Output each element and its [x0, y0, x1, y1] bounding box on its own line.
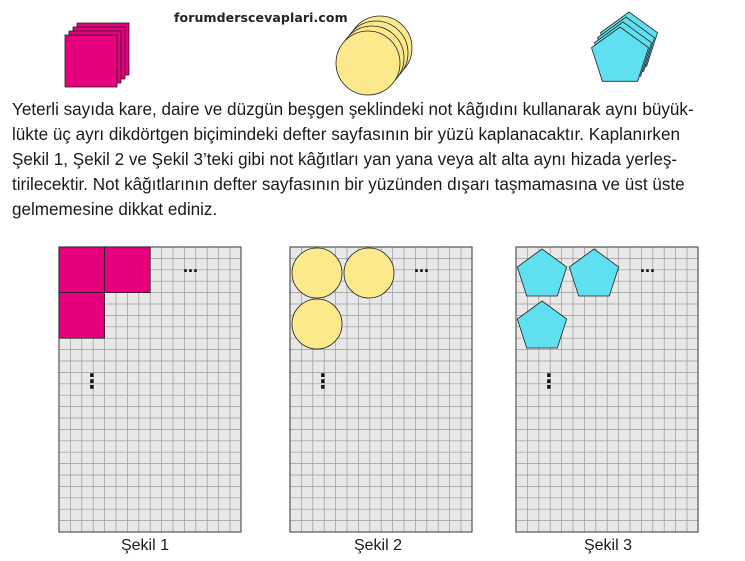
square-note: [59, 293, 105, 339]
figure-2-caption: Şekil 2: [353, 537, 403, 554]
problem-line: Yeterli sayıda kare, daire ve düzgün beşgen şeklindeki not kâğıdını kullanarak aynı büyük-: [12, 100, 694, 119]
vertical-ellipsis: ⋮: [539, 369, 559, 393]
circle-note: [292, 248, 342, 298]
figure-3-grid: [516, 247, 698, 532]
problem-line: gelmemesine dikkat ediniz.: [12, 200, 218, 219]
circle-note: [344, 248, 394, 298]
figure-1-grid: [59, 247, 241, 532]
square-note: [105, 247, 151, 293]
vertical-ellipsis: ⋮: [313, 369, 333, 393]
square-note: [59, 247, 105, 293]
circle-note: [292, 299, 342, 349]
problem-line: Şekil 1, Şekil 2 ve Şekil 3’teki gibi not kâğıtları yan yana veya alt alta aynı hizada yerleş-: [12, 150, 678, 169]
figure-3-caption: Şekil 3: [583, 537, 633, 554]
horizontal-ellipsis: ...: [414, 256, 430, 276]
watermark: forumderscevaplari.com: [174, 10, 348, 25]
problem-line: lükte üç ayrı dikdörtgen biçimindeki defter sayfasının bir yüzü kaplanacaktır. Kaplanırken: [12, 125, 680, 144]
horizontal-ellipsis: ...: [640, 256, 656, 276]
problem-line: tirilecektir. Not kâğıtlarının defter sayfasının bir yüzünden dışarı taşmamasına ve üst üste: [12, 175, 685, 194]
vertical-ellipsis: ⋮: [82, 369, 102, 393]
figure-1-caption: Şekil 1: [120, 537, 170, 554]
figure-2-grid: [290, 247, 472, 532]
horizontal-ellipsis: ...: [183, 256, 199, 276]
